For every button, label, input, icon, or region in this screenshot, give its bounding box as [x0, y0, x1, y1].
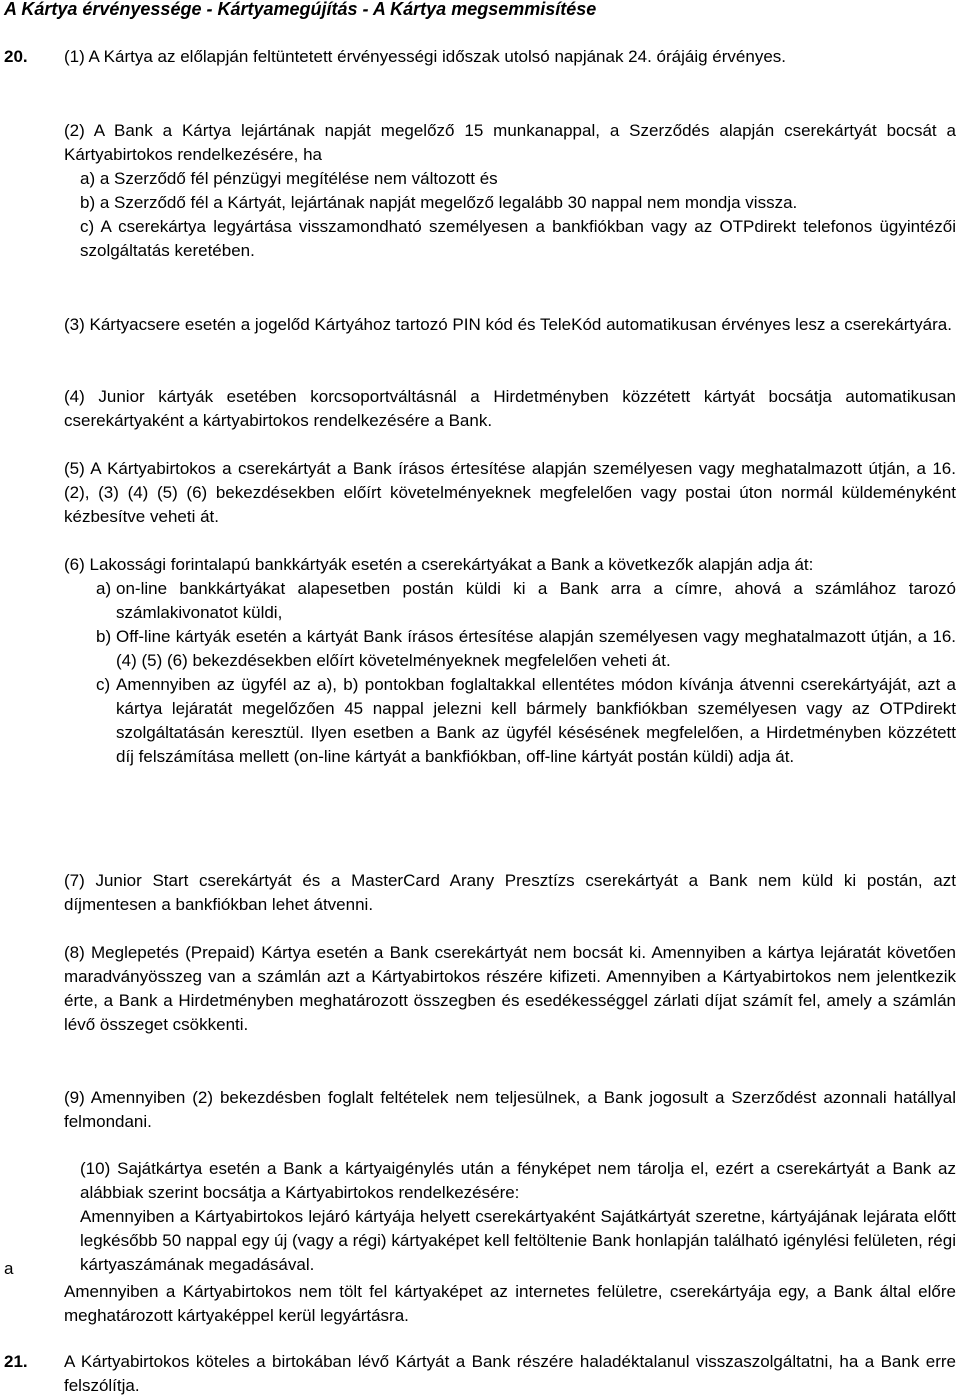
list-label: b) — [96, 627, 112, 646]
list-label: a) — [96, 579, 112, 598]
list-text: Off-line kártyák esetén a kártyát Bank írásos értesítése alapján személyesen vagy meghatalmazott útján, a 16. (4) (5) (6) bekezdésekben előírt követelményeknek megfelelően veheti át. — [116, 627, 956, 670]
paragraph-10 — [80, 1157, 956, 1277]
paragraph-6-item-b — [64, 625, 956, 673]
paragraph-10-intro: (10) Sajátkártya esetén a Bank a kártyaigénylés után a fényképet nem tárolja el, ezért a cserekártyát a Bank az alábbiak szerint bocsátja a Kártyabirtokos rendelkezésére: — [80, 1159, 956, 1202]
paragraph-7: (7) Junior Start cserekártyát és a MasterCard Arany Presztízs cserekártyát a Bank nem küld ki postán, azt díjmentesen a bankfiókban lehet átvenni. — [64, 871, 956, 914]
stray-letter: a — [4, 1259, 14, 1278]
section-21-text: A Kártyabirtokos köteles a birtokában lévő Kártyát a Bank részére haladéktalanul visszaszolgáltatni, ha a Bank erre felszólítja. — [64, 1352, 956, 1395]
paragraph-10-detail: Amennyiben a Kártyabirtokos lejáró kártyája helyett cserekártyaként Sajátkártyát szeretne, kártyájának lejárata előtt legkésőbb 50 nappal egy új (vagy a régi) kártyaképet kell feltöltenie Bank honlapján található igénylési felületen, régi kártyaszámának megadásával. — [80, 1207, 956, 1274]
paragraph-2-item-c: c) A cserekártya legyártása visszamondható személyesen a bankfiókban vagy az OTPdirekt telefonos ügyintézői szolgáltatás keretében. — [80, 217, 956, 260]
paragraph-2-item-b: b) a Szerződő fél a Kártyát, lejártának napját megelőző legalább 30 nappal nem mondja vissza. — [80, 193, 798, 212]
paragraph-4: (4) Junior kártyák esetében korcsoportváltásnál a Hirdetményben közzétett kártyát bocsátja automatikusan cserekártyaként a kártyabirtokos rendelkezésére a Bank. — [64, 387, 956, 430]
paragraph-6-intro: (6) Lakossági forintalapú bankkártyák esetén a cserekártyákat a Bank a következők alapján adja át: — [64, 555, 814, 574]
list-label: c) — [96, 675, 111, 694]
paragraph-10-continuation: Amennyiben a Kártyabirtokos nem tölt fel kártyaképet az internetes felületre, cserekártyája egy, a Bank által előre meghatározott kártyaképpel kerül legyártásra. — [64, 1282, 956, 1325]
paragraph-9: (9) Amennyiben (2) bekezdésben foglalt feltételek nem teljesülnek, a Bank jogosult a Szerződést azonnali hatállyal felmondani. — [64, 1088, 956, 1131]
paragraph-8: (8) Meglepetés (Prepaid) Kártya esetén a Bank cserekártyát nem bocsát ki. Amennyiben a kártya lejáratát követően maradványösszeg van a számlán azt a Kártyabirtokos részére kifizeti. Amennyiben a Kártyabirtokos nem jelentkezik érte, a Bank a Hirdetményben meghatározott összegben és esedékességgel zárlati díjat számít fel, amely a számlán lévő összeget csökkenti. — [64, 943, 956, 1034]
paragraph-6-item-c — [64, 673, 956, 769]
paragraph-3: (3) Kártyacsere esetén a jogelőd Kártyához tartozó PIN kód és TeleKód automatikusan érvényes lesz a cserekártyára. — [64, 315, 952, 334]
paragraph-6 — [64, 553, 956, 769]
paragraph-6-item-a — [64, 577, 956, 625]
list-text: Amennyiben az ügyfél az a), b) pontokban foglaltakkal ellentétes módon kívánja átvenni cserekártyáját, azt a kártya lejáratát megelőzően 45 nappal jelezni kell bármely bankfiókban személyesen vagy az OTPdirekt szolgáltatásán keresztül. Ilyen esetben a Bank az ügyfél késésének megfelelően, a Hirdetményben közzétett díj felszámítása mellett (on-line kártyát a bankfiókban, off-line kártyát postán küldi) adja át. — [116, 675, 956, 766]
section-heading: A Kártya érvényessége - Kártyamegújítás - A Kártya megsemmisítése — [4, 0, 597, 19]
list-text: on-line bankkártyákat alapesetben postán küldi ki a Bank arra a címre, ahová a számlához tarozó számlakivonatot küldi, — [116, 579, 956, 622]
paragraph-5: (5) A Kártyabirtokos a cserekártyát a Bank írásos értesítése alapján személyesen vagy meghatalmazott útján, a 16. (2), (3) (4) (5) (6) bekezdésekben előírt követelményeknek megfelelően vagy postai úton normál küldeményként kézbesítve veheti át. — [64, 459, 956, 526]
section-number-20: 20. — [4, 47, 28, 66]
paragraph-2-intro: (2) A Bank a Kártya lejártának napját megelőző 15 munkanappal, a Szerződés alapján cserekártyát bocsát a Kártyabirtokos rendelkezésére, ha — [64, 121, 956, 164]
section-number-21: 21. — [4, 1352, 28, 1371]
paragraph-2 — [64, 119, 956, 263]
paragraph-2-item-a: a) a Szerződő fél pénzügyi megítélése nem változott és — [80, 169, 498, 188]
paragraph-1: (1) A Kártya az előlapján feltüntetett érvényességi időszak utolsó napjának 24. órájáig érvényes. — [64, 47, 786, 66]
